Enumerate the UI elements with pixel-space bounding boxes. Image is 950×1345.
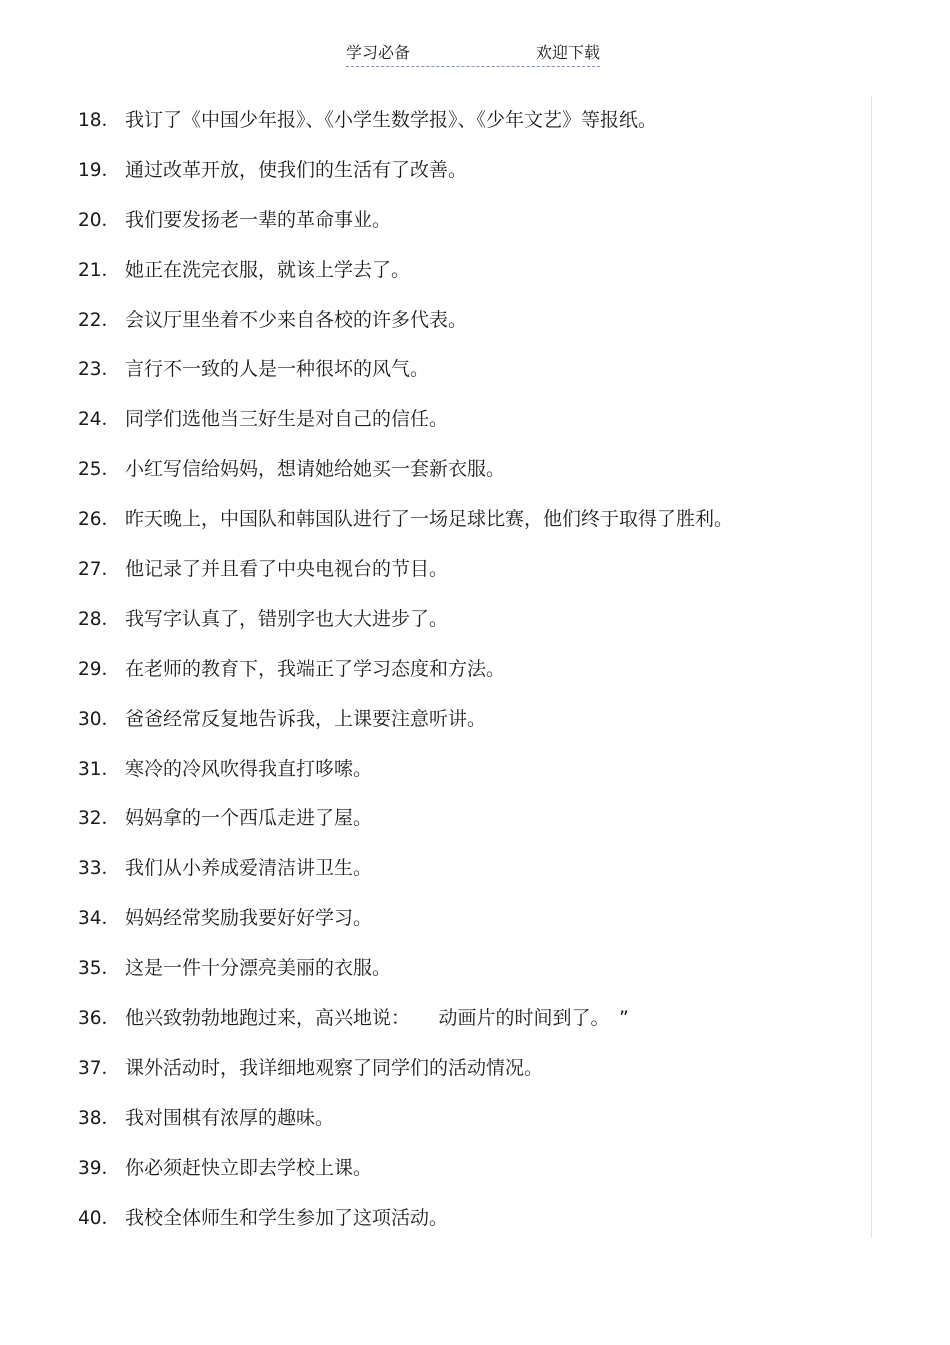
item-number: 34． (78, 908, 121, 930)
item-number: 27． (78, 559, 121, 581)
list-item (78, 651, 858, 701)
item-text: 他兴致勃勃地跑过来，高兴地说： 动画片的时间到了。 ” (125, 1007, 629, 1030)
list-item (78, 1050, 858, 1100)
item-text: 言行不一致的人是一种很坏的风气。 (125, 358, 430, 381)
list-item (78, 800, 858, 850)
header-left-text: 学习必备 (346, 43, 411, 62)
list-item (78, 302, 858, 352)
item-text: 会议厅里坐着不少来自各校的许多代表。 (125, 308, 468, 331)
item-text: 同学们选他当三好生是对自己的信任。 (125, 408, 449, 431)
list-item (78, 1100, 858, 1150)
item-text: 我们要发扬老一辈的革命事业。 (125, 208, 392, 231)
sentence-list (78, 102, 858, 1249)
item-number: 22． (78, 309, 121, 331)
right-margin-rule (871, 96, 872, 1238)
item-number: 20． (78, 209, 121, 231)
item-number: 25． (78, 459, 121, 481)
item-text: 我订了《中国少年报》、《小学生数学报》、《少年文艺》等报纸。 (125, 109, 658, 131)
item-text: 在老师的教育下，我端正了学习态度和方法。 (125, 657, 506, 680)
item-number: 30． (78, 708, 121, 730)
list-item (78, 102, 858, 152)
item-text: 这是一件十分漂亮美丽的衣服。 (125, 957, 392, 980)
item-number: 28． (78, 608, 121, 630)
item-number: 40． (78, 1207, 121, 1229)
item-number: 18． (78, 110, 121, 131)
list-item (78, 451, 858, 501)
list-item (78, 1150, 858, 1200)
item-number: 36． (78, 1008, 121, 1030)
item-number: 31． (78, 758, 121, 780)
item-text: 课外活动时，我详细地观察了同学们的活动情况。 (125, 1056, 544, 1079)
list-item (78, 850, 858, 900)
item-number: 38． (78, 1107, 121, 1129)
item-number: 19． (78, 159, 121, 181)
item-number: 29． (78, 658, 121, 680)
item-text: 爸爸经常反复地告诉我，上课要注意听讲。 (125, 707, 487, 730)
header-right-text: 欢迎下载 (535, 43, 600, 62)
item-text: 她正在洗完衣服，就该上学去了。 (125, 258, 411, 281)
list-item (78, 551, 858, 601)
item-text: 我写字认真了，错别字也大大进步了。 (125, 607, 449, 630)
item-number: 26． (78, 509, 121, 531)
list-item (78, 152, 858, 202)
list-item (78, 601, 858, 651)
item-text: 他记录了并且看了中央电视台的节目。 (125, 558, 449, 581)
item-text: 我校全体师生和学生参加了这项活动。 (125, 1206, 449, 1229)
item-number: 32． (78, 808, 121, 830)
item-number: 39． (78, 1157, 121, 1179)
item-text: 昨天晚上，中国队和韩国队进行了一场足球比赛，他们终于取得了胜利。 (125, 508, 734, 531)
page-header (346, 40, 600, 67)
item-text: 我们从小养成爱清洁讲卫生。 (125, 857, 373, 880)
item-number: 33． (78, 858, 121, 880)
list-item (78, 501, 858, 551)
item-text: 我对围棋有浓厚的趣味。 (125, 1106, 335, 1129)
item-text: 寒冷的冷风吹得我直打哆嗦。 (125, 757, 373, 780)
item-text: 妈妈拿的一个西瓜走进了屋。 (125, 807, 373, 830)
item-number: 35． (78, 958, 121, 980)
list-item (78, 751, 858, 801)
list-item (78, 701, 858, 751)
list-item (78, 900, 858, 950)
item-text: 通过改革开放，使我们的生活有了改善。 (125, 158, 468, 181)
list-item (78, 351, 858, 401)
item-number: 23． (78, 359, 121, 381)
list-item (78, 252, 858, 302)
item-text: 小红写信给妈妈，想请她给她买一套新衣服。 (125, 458, 506, 481)
list-item (78, 1000, 858, 1050)
item-text: 妈妈经常奖励我要好好学习。 (125, 907, 373, 930)
item-number: 21． (78, 259, 121, 281)
list-item (78, 1200, 858, 1250)
list-item (78, 401, 858, 451)
list-item (78, 950, 858, 1000)
list-item (78, 202, 858, 252)
item-number: 37． (78, 1057, 121, 1079)
item-text: 你必须赶快立即去学校上课。 (125, 1156, 373, 1179)
item-number: 24． (78, 409, 121, 431)
